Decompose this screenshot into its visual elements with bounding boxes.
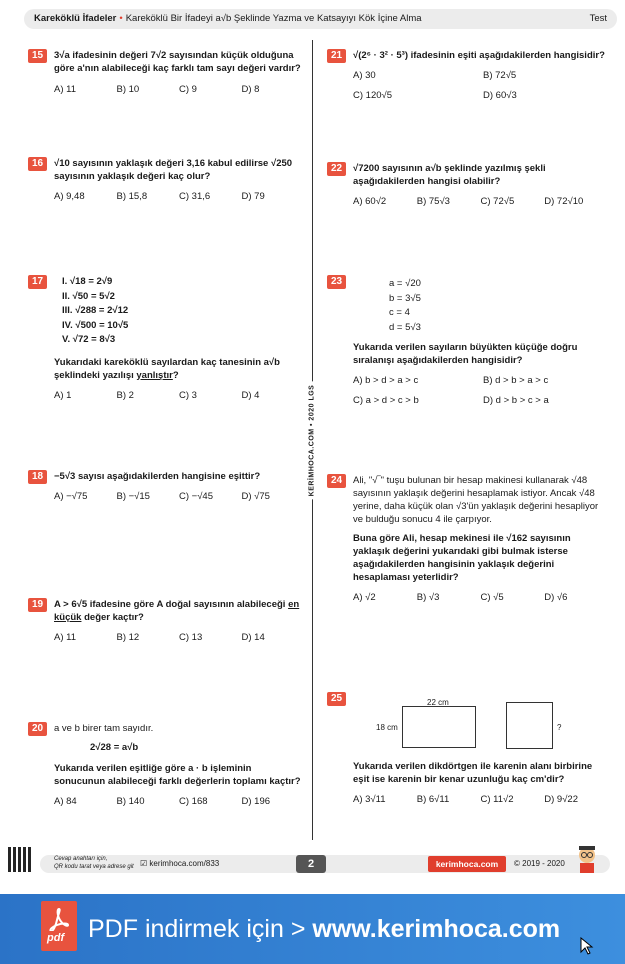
question-23 xyxy=(353,275,608,407)
brand-button[interactable]: kerimhoca.com xyxy=(428,856,506,872)
option-c[interactable]: C) 13 xyxy=(179,632,203,643)
question-text: 3√a ifadesinin değeri 7√2 sayısından küçük olduğuna göre a'nın alabileceği kaç farklı tam sayı değeri vardır? xyxy=(54,50,301,74)
option-a[interactable]: A) −√75 xyxy=(54,491,88,502)
mascot-icon xyxy=(574,843,600,873)
copyright: © 2019 - 2020 xyxy=(514,859,565,868)
option-d[interactable]: D) 9√22 xyxy=(544,794,578,805)
question-context: Ali, "√‾" tuşu bulunan bir hesap makinesi kullanarak √48 sayısının yaklaşık değerini hesaplamak istiyor. Ancak √48 yerine, daha küçük olan √3'ün yaklaşık değerini hesapliyor ve bulduğu sonucu 4 ile çarpıyor. xyxy=(353,475,599,525)
option-c[interactable]: C) 3 xyxy=(179,389,197,401)
option-a[interactable]: A) 11 xyxy=(54,632,77,643)
qr-note: Cevap anahtarı için, QR kodu tarat veya adrese git xyxy=(54,856,134,870)
option-c[interactable]: C) √5 xyxy=(480,592,504,603)
question-19 xyxy=(54,598,304,644)
option-b[interactable]: B) 140 xyxy=(116,796,145,807)
square-side-label: ? xyxy=(557,723,562,732)
question-number: 23 xyxy=(327,275,346,289)
question-24 xyxy=(353,474,608,604)
option-c[interactable]: C) 11√2 xyxy=(480,794,514,805)
question-text: A > 6√5 ifadesine göre A doğal sayısının alabileceği en küçük değer kaçtır? xyxy=(54,599,300,623)
side-label: KERİMHOCA.COM • 2020 LGS xyxy=(304,380,320,500)
option-d[interactable]: D) 60√3 xyxy=(483,90,517,101)
question-number: 22 xyxy=(327,162,346,176)
rectangle-shape xyxy=(402,706,476,748)
question-text: √(2⁶ · 3² · 5³) ifadesinin eşiti aşağıdakilerden hangisidir? xyxy=(353,50,605,61)
option-b[interactable]: B) 6√11 xyxy=(416,794,450,805)
option-c[interactable]: C) 31,6 xyxy=(179,191,211,202)
option-d[interactable]: D) 72√10 xyxy=(544,196,584,207)
equation: 2√28 = a√b xyxy=(90,742,139,753)
header-test-label: Test xyxy=(589,13,607,24)
option-c[interactable]: C) 72√5 xyxy=(480,196,515,207)
question-18 xyxy=(54,470,304,503)
question-text: −5√3 sayısı aşağıdakilerden hangisine eşittir? xyxy=(54,471,261,482)
option-d[interactable]: D) 14 xyxy=(241,632,265,643)
statement-ii: II. √50 = 5√2 xyxy=(62,290,115,302)
qr-code-icon[interactable] xyxy=(8,847,33,872)
question-17 xyxy=(54,275,304,402)
value-c: c = 4 xyxy=(389,307,410,318)
option-b[interactable]: B) 12 xyxy=(116,632,140,643)
question-number: 15 xyxy=(28,49,47,63)
option-a[interactable]: A) √2 xyxy=(353,592,376,603)
question-text: Yukarıda verilen dikdörtgen ile karenin alanı birbirine eşit ise karenin bir kenar uzunluğu kaç cm'dir? xyxy=(353,761,593,785)
statement-iv: IV. √500 = 10√5 xyxy=(62,319,129,331)
question-intro: a ve b birer tam sayıdır. xyxy=(54,723,154,734)
option-c[interactable]: C) 9 xyxy=(179,84,197,95)
option-b[interactable]: B) 15,8 xyxy=(116,191,148,202)
question-20 xyxy=(54,722,304,808)
question-text: Yukarıdaki kareköklü sayılardan kaç tanesinin a√b şeklindeki yazılışı yanlıştır? xyxy=(54,356,280,381)
header-topic: Kareköklü İfadeler xyxy=(34,13,117,24)
option-c[interactable]: C) 168 xyxy=(179,796,208,807)
pdf-icon[interactable]: pdf xyxy=(41,901,77,951)
question-number: 19 xyxy=(28,598,47,612)
option-a[interactable]: A) 3√11 xyxy=(353,794,386,805)
option-d[interactable]: D) 196 xyxy=(241,796,271,807)
question-number: 18 xyxy=(28,470,47,484)
option-b[interactable]: B) 75√3 xyxy=(416,196,450,207)
rectangle-height-label: 18 cm xyxy=(376,723,398,732)
question-number: 21 xyxy=(327,49,346,63)
question-number: 17 xyxy=(28,275,47,289)
question-22 xyxy=(353,162,608,208)
option-b[interactable]: B) 72√5 xyxy=(483,70,517,81)
option-d[interactable]: D) 79 xyxy=(241,191,265,202)
statement-v: V. √72 = 8√3 xyxy=(62,334,116,345)
option-a[interactable]: A) b > d > a > c xyxy=(353,375,419,386)
option-d[interactable]: D) 4 xyxy=(241,389,260,401)
answer-key-link[interactable]: ☑ kerimhoca.com/833 xyxy=(140,859,220,868)
option-d[interactable]: D) √6 xyxy=(544,592,568,603)
option-c[interactable]: C) −√45 xyxy=(179,491,213,502)
page-header: Kareköklü İfadeler • Kareköklü Bir İfadeyi a√b Şeklinde Yazma ve Katsayıyı Kök İçine Alma Test xyxy=(24,9,617,29)
option-a[interactable]: A) 11 xyxy=(54,84,77,95)
banner-text[interactable]: PDF indirmek için > www.kerimhoca.com xyxy=(88,915,561,943)
square-shape xyxy=(506,702,553,749)
option-a[interactable]: A) 60√2 xyxy=(353,196,387,207)
option-a[interactable]: A) 1 xyxy=(54,389,72,401)
question-number: 20 xyxy=(28,722,47,736)
question-21 xyxy=(353,49,608,102)
question-25 xyxy=(353,760,608,806)
option-a[interactable]: A) 9,48 xyxy=(54,191,85,202)
option-d[interactable]: D) √75 xyxy=(241,491,270,502)
option-b[interactable]: B) √3 xyxy=(416,592,440,603)
question-text: Yukarıda verilen sayıların büyükten küçüğe doğru sıralanışı aşağıdakilerden hangisidir? xyxy=(353,342,578,366)
option-c[interactable]: C) 120√5 xyxy=(353,90,393,101)
page-number: 2 xyxy=(296,855,326,873)
question-text: Yukarıda verilen eşitliğe göre a · b işleminin sonucunun alabileceği farklı değerlerin toplamı kaçtır? xyxy=(54,763,301,787)
value-b: b = 3√5 xyxy=(389,292,421,304)
option-d[interactable]: D) 8 xyxy=(241,84,260,95)
option-b[interactable]: B) 10 xyxy=(116,84,140,95)
question-number: 24 xyxy=(327,474,346,488)
option-b[interactable]: B) −√15 xyxy=(116,491,150,502)
header-subtopic: Kareköklü Bir İfadeyi a√b Şeklinde Yazma ve Katsayıyı Kök İçine Alma xyxy=(125,13,422,24)
statement-iii: III. √288 = 2√12 xyxy=(62,305,129,316)
option-d[interactable]: D) d > b > c > a xyxy=(483,395,549,406)
value-d: d = 5√3 xyxy=(389,321,421,333)
question-number: 16 xyxy=(28,157,47,171)
rectangle-width-label: 22 cm xyxy=(427,698,449,707)
option-c[interactable]: C) a > d > c > b xyxy=(353,395,419,406)
option-b[interactable]: B) d > b > a > c xyxy=(483,375,549,386)
statement-i: I. √18 = 2√9 xyxy=(62,276,113,287)
question-15 xyxy=(54,49,304,96)
value-a: a = √20 xyxy=(389,278,421,289)
option-a[interactable]: A) 84 xyxy=(54,796,77,807)
option-b[interactable]: B) 2 xyxy=(116,389,134,401)
question-text: √10 sayısının yaklaşık değeri 3,16 kabul edilirse √250 sayısının yaklaşık değeri kaç olur? xyxy=(54,158,293,182)
question-text: Buna göre Ali, hesap mekinesi ile √162 sayısının yaklaşık değerini yukarıdaki gibi bulmak isterse aşağıdakilerden hangisinin yaklaşık değerini hesaplaması yeterlidir? xyxy=(353,533,571,583)
option-a[interactable]: A) 30 xyxy=(353,70,376,81)
question-text: √7200 sayısının a√b şeklinde yazılmış şekli aşağıdakilerden hangisi olabilir? xyxy=(353,163,546,187)
question-16 xyxy=(54,157,304,203)
cursor-icon xyxy=(580,937,594,960)
question-number: 25 xyxy=(327,692,346,706)
